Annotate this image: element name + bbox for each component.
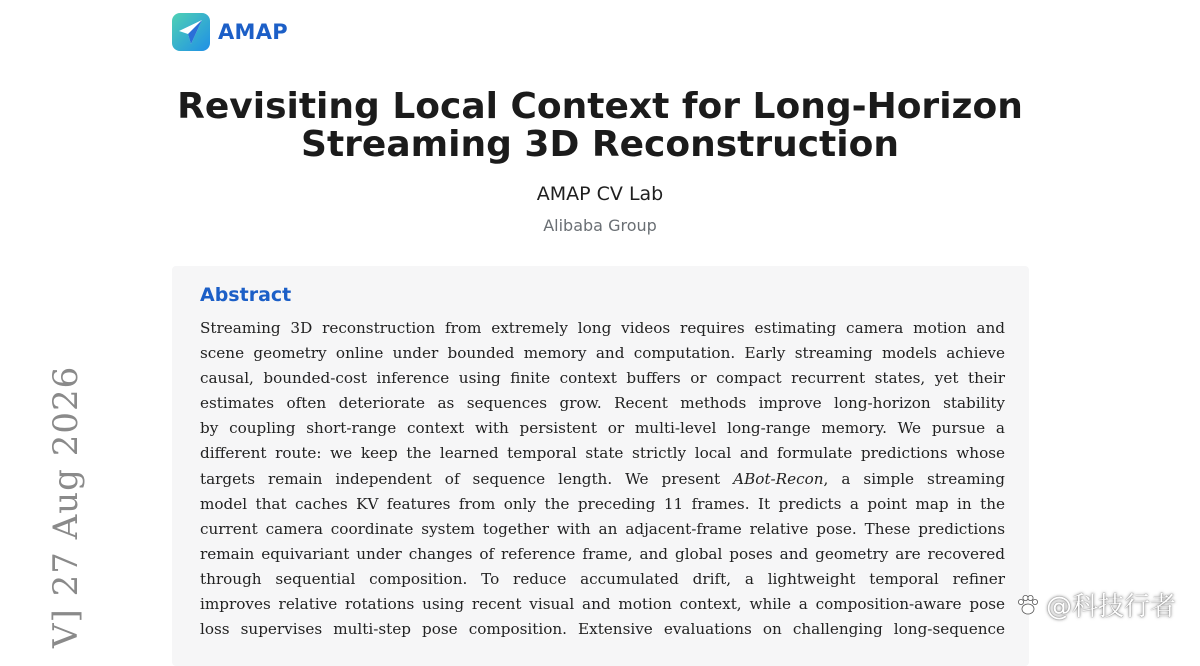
abstract-line: model that caches KV features from only the preceding 11 frames. It predicts a point map in the <box>200 494 1005 513</box>
title-line-1: Revisiting Local Context for Long-Horizon <box>177 86 1023 127</box>
author: AMAP CV Lab <box>536 183 664 205</box>
paw-icon <box>1014 591 1042 619</box>
watermark <box>1014 586 1176 623</box>
abstract-line: current camera coordinate system together with an adjacent-frame relative pose. These predictions <box>200 519 1005 538</box>
abstract-line: improves relative rotations using recent visual and motion context, while a composition-aware pose <box>200 595 1005 614</box>
abstract-line: estimates often deteriorate as sequences grow. Recent methods improve long-horizon stability <box>200 394 1005 413</box>
abstract-heading: Abstract <box>200 284 292 306</box>
abstract-line: different route: we keep the learned temporal state strictly local and formulate predictions whose <box>200 444 1005 463</box>
abstract-line: remain equivariant under changes of reference frame, and global poses and geometry are recovered <box>200 544 1005 563</box>
abstract-line: Streaming 3D reconstruction from extremely long videos requires estimating camera motion and <box>200 319 1005 337</box>
affiliation: Alibaba Group <box>543 216 657 235</box>
abstract-line: scene geometry online under bounded memory and computation. Early streaming models achieve <box>200 344 1005 363</box>
title-line-2: Streaming 3D Reconstruction <box>301 124 899 165</box>
abstract-box <box>172 266 1029 666</box>
abstract-line: by coupling short-range context with persistent or multi-level long-range memory. We pursue a <box>200 419 1005 438</box>
abstract-text <box>200 316 1005 642</box>
paper-title <box>100 88 1100 164</box>
watermark-text: @科技行者 <box>1045 592 1176 622</box>
arxiv-side-stamp: V] 27 Aug 2026 <box>46 365 86 648</box>
abstract-line: loss supervises multi-step pose composition. Extensive evaluations on challenging long-sequence <box>200 620 1005 639</box>
abstract-line: causal, bounded-cost inference using finite context buffers or compact recurrent states, yet their <box>200 369 1005 388</box>
paper-plane-icon <box>172 13 210 51</box>
amap-logo <box>172 13 288 51</box>
abstract-line: targets remain independent of sequence length. We present ABot-Recon, a simple streaming <box>200 469 1006 488</box>
abstract-line: through sequential composition. To reduce accumulated drift, a lightweight temporal refiner <box>200 569 1005 588</box>
logo-text: AMAP <box>218 20 288 44</box>
